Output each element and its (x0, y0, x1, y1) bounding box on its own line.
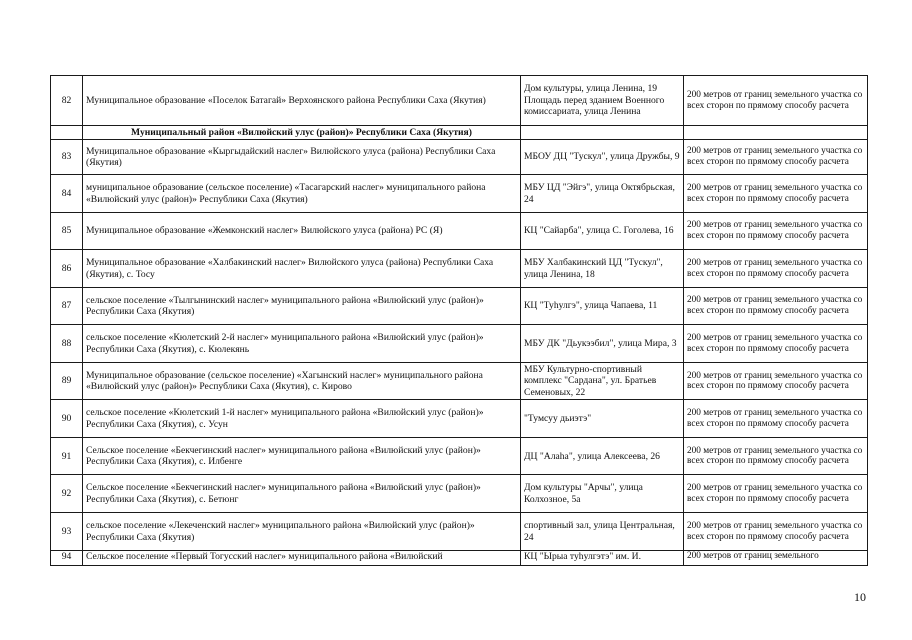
distance-rule: 200 метров от границ земельного участка со всех сторон по прямому способу расчета (684, 363, 868, 400)
section-empty-cell (684, 126, 868, 140)
table-row (51, 400, 868, 438)
row-number: 85 (51, 213, 83, 250)
venue-address: МБОУ ДЦ "Тускул", улица Дружбы, 9 (521, 140, 684, 175)
venue-address: спортивный зал, улица Центральная, 24 (521, 513, 684, 551)
municipality-name: Сельское поселение «Бекчегинский наслег» муниципального района «Вилюйский улус (район)» Республики Саха (Якутия), с. Бетюнг (83, 475, 521, 513)
municipality-name: Муниципальное образование «Халбакинский наслег» Вилюйского улуса (района) Республики Саха (Якутия), с. Тосу (83, 250, 521, 288)
distance-rule: 200 метров от границ земельного участка со всех сторон по прямому способу расчета (684, 325, 868, 363)
municipality-name: Сельское поселение «Первый Тогусский наслег» муниципального района «Вилюйский (83, 551, 521, 566)
table-row (51, 438, 868, 475)
locations-table (50, 75, 868, 566)
venue-address: МБУ Культурно-спортивный комплекс "Сардана", ул. Братьев Семеновых, 22 (521, 363, 684, 400)
page-number: 10 (854, 590, 866, 604)
table-row (51, 475, 868, 513)
distance-rule: 200 метров от границ земельного участка со всех сторон по прямому способу расчета (684, 400, 868, 438)
distance-rule: 200 метров от границ земельного участка со всех сторон по прямому способу расчета (684, 140, 868, 175)
venue-address: Дом культуры, улица Ленина, 19 Площадь перед зданием Военного комиссариата, улица Ленина (521, 76, 684, 126)
row-number: 91 (51, 438, 83, 475)
municipality-name: сельское поселение «Лекеченский наслег» муниципального района «Вилюйский улус (район)» Республики Саха (Якутия) (83, 513, 521, 551)
venue-address: ДЦ "Алаhа", улица Алексеева, 26 (521, 438, 684, 475)
distance-rule: 200 метров от границ земельного участка со всех сторон по прямому способу расчета (684, 76, 868, 126)
table-row (51, 140, 868, 175)
table-row (51, 213, 868, 250)
row-number: 87 (51, 288, 83, 325)
municipality-name: Муниципальное образование «Поселок Батагай» Верхоянского района Республики Саха (Якутия) (83, 76, 521, 126)
venue-address: КЦ "Сайарба", улица С. Гоголева, 16 (521, 213, 684, 250)
table-row (51, 325, 868, 363)
table-row (51, 175, 868, 213)
municipality-name: муниципальное образование (сельское поселение) «Тасагарский наслег» муниципального района «Вилюйский улус (район)» Республики Саха (Якутия) (83, 175, 521, 213)
section-header-row (51, 126, 868, 140)
row-number: 84 (51, 175, 83, 213)
municipality-name: Сельское поселение «Бекчегинский наслег» муниципального района «Вилюйский улус (район)» Республики Саха (Якутия), с. Илбенге (83, 438, 521, 475)
venue-address: Дом культуры "Арчы", улица Колхозное, 5а (521, 475, 684, 513)
municipality-name: сельское поселение «Кюлетский 2-й наслег» муниципального района «Вилюйский улус (район)» Республики Саха (Якутия), с. Кюлекянь (83, 325, 521, 363)
distance-rule: 200 метров от границ земельного участка со всех сторон по прямому способу расчета (684, 475, 868, 513)
row-number: 89 (51, 363, 83, 400)
row-number: 94 (51, 551, 83, 566)
table-row (51, 513, 868, 551)
venue-address: КЦ "Туhулгэ", улица Чапаева, 11 (521, 288, 684, 325)
venue-address: МБУ ЦД "Эйгэ", улица Октябрьская, 24 (521, 175, 684, 213)
section-number-cell (51, 126, 83, 140)
row-number: 93 (51, 513, 83, 551)
distance-rule: 200 метров от границ земельного участка со всех сторон по прямому способу расчета (684, 250, 868, 288)
municipality-name: Муниципальное образование (сельское поселение) «Хагынский наслег» муниципального района «Вилюйский улус (район)» Республики Саха (Якутия), с. Кирово (83, 363, 521, 400)
municipality-name: сельское поселение «Тылгынинский наслег» муниципального района «Вилюйский улус (район)» Республики Саха (Якутия) (83, 288, 521, 325)
table-row (51, 363, 868, 400)
table-row (51, 551, 868, 566)
distance-rule: 200 метров от границ земельного (684, 551, 868, 566)
row-number: 88 (51, 325, 83, 363)
table-row (51, 288, 868, 325)
distance-rule: 200 метров от границ земельного участка со всех сторон по прямому способу расчета (684, 513, 868, 551)
distance-rule: 200 метров от границ земельного участка со всех сторон по прямому способу расчета (684, 288, 868, 325)
table-row (51, 250, 868, 288)
row-number: 86 (51, 250, 83, 288)
venue-address: "Тумсуу дьиэтэ" (521, 400, 684, 438)
venue-address: МБУ ДК "Дьукээбил", улица Мира, 3 (521, 325, 684, 363)
section-empty-cell (521, 126, 684, 140)
municipality-name: Муниципальное образование «Кыргыдайский наслег» Вилюйского улуса (района) Республики Саха (Якутия) (83, 140, 521, 175)
distance-rule: 200 метров от границ земельного участка со всех сторон по прямому способу расчета (684, 175, 868, 213)
municipality-name: сельское поселение «Кюлетский 1-й наслег» муниципального района «Вилюйский улус (район)» Республики Саха (Якутия), с. Усун (83, 400, 521, 438)
table-row (51, 76, 868, 126)
distance-rule: 200 метров от границ земельного участка со всех сторон по прямому способу расчета (684, 438, 868, 475)
distance-rule: 200 метров от границ земельного участка со всех сторон по прямому способу расчета (684, 213, 868, 250)
section-title: Муниципальный район «Вилюйский улус (район)» Республики Саха (Якутия) (83, 126, 521, 140)
venue-address: МБУ Халбакинский ЦД "Тускул", улица Ленина, 18 (521, 250, 684, 288)
row-number: 83 (51, 140, 83, 175)
municipality-name: Муниципальное образование «Жемконский наслег» Вилюйского улуса (района) РС (Я) (83, 213, 521, 250)
row-number: 82 (51, 76, 83, 126)
row-number: 92 (51, 475, 83, 513)
row-number: 90 (51, 400, 83, 438)
venue-address: КЦ "Ырыа туhулгэтэ" им. И. (521, 551, 684, 566)
